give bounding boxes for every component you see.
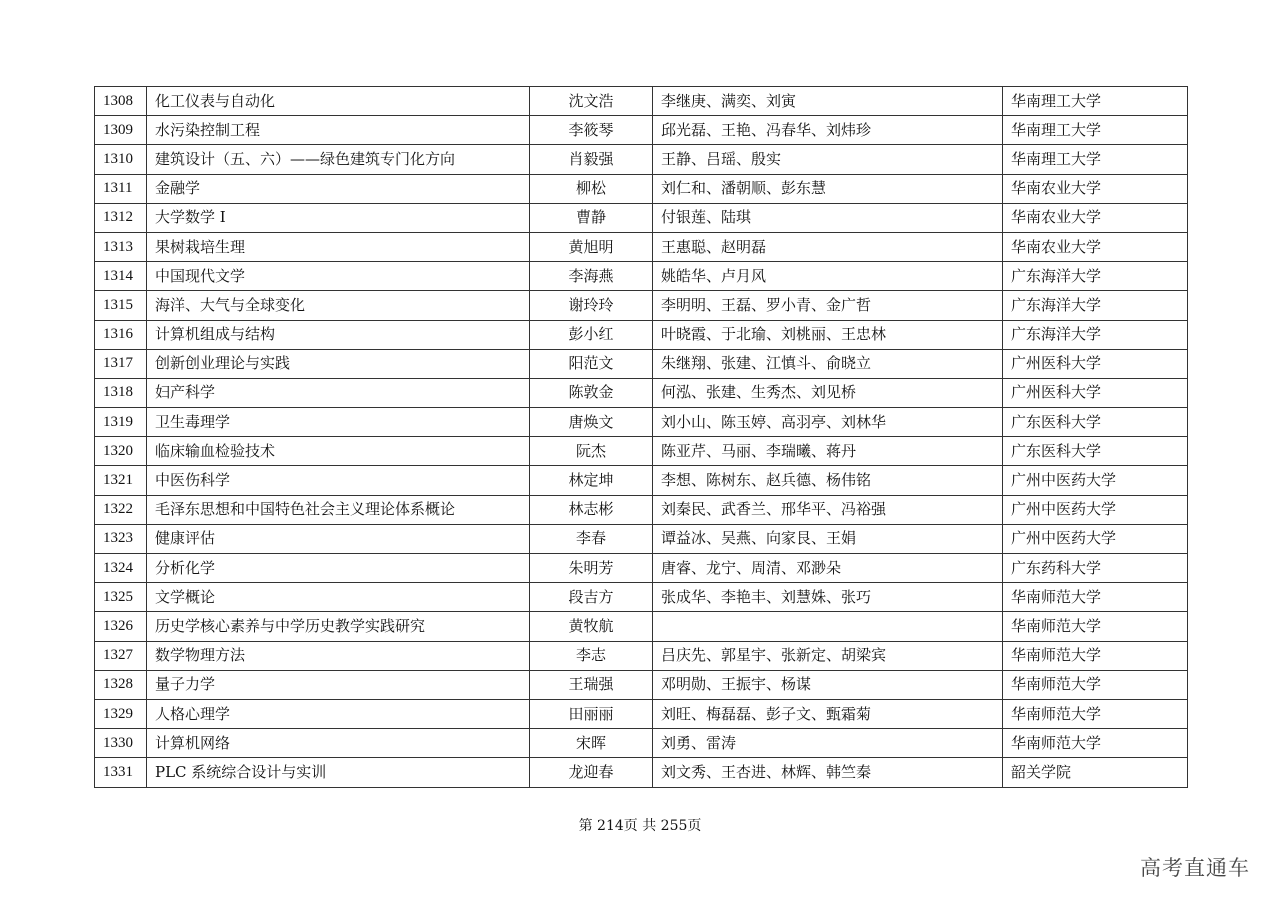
course-name-cell: 卫生毒理学 [147, 408, 530, 437]
table-row [95, 729, 1188, 758]
course-lead-cell: 阮杰 [530, 437, 653, 466]
table-row [95, 291, 1188, 320]
school-name-cell: 广东医科大学 [1003, 437, 1188, 466]
team-members-cell [653, 612, 1003, 641]
table-row [95, 349, 1188, 378]
row-number-cell: 1331 [95, 758, 147, 787]
team-members-cell: 邱光磊、王艳、冯春华、刘炜珍 [653, 116, 1003, 145]
course-lead-cell: 李海燕 [530, 262, 653, 291]
team-members-cell: 王静、吕瑶、殷实 [653, 145, 1003, 174]
school-name-cell: 华南理工大学 [1003, 145, 1188, 174]
row-number-cell: 1313 [95, 232, 147, 261]
course-lead-cell: 龙迎春 [530, 758, 653, 787]
row-number-cell: 1330 [95, 729, 147, 758]
course-name-cell: 健康评估 [147, 524, 530, 553]
course-lead-cell: 柳松 [530, 174, 653, 203]
course-name-cell: 毛泽东思想和中国特色社会主义理论体系概论 [147, 495, 530, 524]
school-name-cell: 广东医科大学 [1003, 408, 1188, 437]
course-name-cell: 海洋、大气与全球变化 [147, 291, 530, 320]
team-members-cell: 吕庆先、郭星宇、张新定、胡梁宾 [653, 641, 1003, 670]
course-name-cell: 化工仪表与自动化 [147, 87, 530, 116]
course-lead-cell: 黄旭明 [530, 232, 653, 261]
course-name-cell: 果树栽培生理 [147, 232, 530, 261]
row-number-cell: 1323 [95, 524, 147, 553]
table-row [95, 174, 1188, 203]
school-name-cell: 华南师范大学 [1003, 729, 1188, 758]
school-name-cell: 广州中医药大学 [1003, 495, 1188, 524]
school-name-cell: 广州中医药大学 [1003, 524, 1188, 553]
team-members-cell: 邓明勋、王振宇、杨谋 [653, 670, 1003, 699]
course-name-cell: PLC 系统综合设计与实训 [147, 758, 530, 787]
course-name-cell: 水污染控制工程 [147, 116, 530, 145]
school-name-cell: 华南农业大学 [1003, 174, 1188, 203]
course-lead-cell: 李春 [530, 524, 653, 553]
table-row [95, 437, 1188, 466]
team-members-cell: 刘仁和、潘朝顺、彭东慧 [653, 174, 1003, 203]
table-row [95, 612, 1188, 641]
school-name-cell: 华南农业大学 [1003, 232, 1188, 261]
row-number-cell: 1317 [95, 349, 147, 378]
row-number-cell: 1319 [95, 408, 147, 437]
course-lead-cell: 肖毅强 [530, 145, 653, 174]
team-members-cell: 陈亚芹、马丽、李瑞曦、蒋丹 [653, 437, 1003, 466]
team-members-cell: 刘旺、梅磊磊、彭子文、甄霜菊 [653, 699, 1003, 728]
team-members-cell: 谭益冰、吴燕、向家艮、王娟 [653, 524, 1003, 553]
team-members-cell: 叶晓霞、于北瑜、刘桃丽、王忠林 [653, 320, 1003, 349]
school-name-cell: 韶关学院 [1003, 758, 1188, 787]
row-number-cell: 1327 [95, 641, 147, 670]
row-number-cell: 1318 [95, 378, 147, 407]
row-number-cell: 1329 [95, 699, 147, 728]
row-number-cell: 1309 [95, 116, 147, 145]
course-lead-cell: 段吉方 [530, 583, 653, 612]
course-lead-cell: 林定坤 [530, 466, 653, 495]
school-name-cell: 华南理工大学 [1003, 87, 1188, 116]
row-number-cell: 1326 [95, 612, 147, 641]
course-lead-cell: 黄牧航 [530, 612, 653, 641]
course-lead-cell: 李志 [530, 641, 653, 670]
table-row [95, 116, 1188, 145]
row-number-cell: 1322 [95, 495, 147, 524]
course-lead-cell: 彭小红 [530, 320, 653, 349]
course-lead-cell: 朱明芳 [530, 554, 653, 583]
team-members-cell: 李想、陈树东、赵兵德、杨伟铭 [653, 466, 1003, 495]
team-members-cell: 张成华、李艳丰、刘慧姝、张巧 [653, 583, 1003, 612]
row-number-cell: 1310 [95, 145, 147, 174]
course-name-cell: 分析化学 [147, 554, 530, 583]
school-name-cell: 广州中医药大学 [1003, 466, 1188, 495]
table-row [95, 495, 1188, 524]
team-members-cell: 刘文秀、王杏进、林辉、韩竺秦 [653, 758, 1003, 787]
course-lead-cell: 宋晖 [530, 729, 653, 758]
table-row [95, 670, 1188, 699]
row-number-cell: 1321 [95, 466, 147, 495]
row-number-cell: 1324 [95, 554, 147, 583]
team-members-cell: 李明明、王磊、罗小青、金广哲 [653, 291, 1003, 320]
school-name-cell: 华南师范大学 [1003, 583, 1188, 612]
course-name-cell: 数学物理方法 [147, 641, 530, 670]
row-number-cell: 1312 [95, 203, 147, 232]
course-name-cell: 大学数学 I [147, 203, 530, 232]
course-lead-cell: 曹静 [530, 203, 653, 232]
table-row [95, 524, 1188, 553]
table-row [95, 203, 1188, 232]
school-name-cell: 广东海洋大学 [1003, 262, 1188, 291]
team-members-cell: 刘小山、陈玉婷、高羽亭、刘林华 [653, 408, 1003, 437]
course-name-cell: 创新创业理论与实践 [147, 349, 530, 378]
team-members-cell: 唐睿、龙宁、周清、邓渺朵 [653, 554, 1003, 583]
table-row [95, 378, 1188, 407]
school-name-cell: 广东海洋大学 [1003, 320, 1188, 349]
course-lead-cell: 田丽丽 [530, 699, 653, 728]
course-lead-cell: 唐焕文 [530, 408, 653, 437]
table-row [95, 408, 1188, 437]
row-number-cell: 1311 [95, 174, 147, 203]
school-name-cell: 华南农业大学 [1003, 203, 1188, 232]
table-row [95, 145, 1188, 174]
table-row [95, 699, 1188, 728]
course-table-body [95, 87, 1188, 788]
table-row [95, 583, 1188, 612]
course-name-cell: 中国现代文学 [147, 262, 530, 291]
course-lead-cell: 陈敦金 [530, 378, 653, 407]
team-members-cell: 李继庚、满奕、刘寅 [653, 87, 1003, 116]
course-lead-cell: 李筱琴 [530, 116, 653, 145]
page-number: 第 214页 共 255页 [578, 818, 702, 834]
course-name-cell: 量子力学 [147, 670, 530, 699]
course-lead-cell: 沈文浩 [530, 87, 653, 116]
school-name-cell: 华南理工大学 [1003, 116, 1188, 145]
table-row [95, 758, 1188, 787]
row-number-cell: 1308 [95, 87, 147, 116]
course-name-cell: 金融学 [147, 174, 530, 203]
course-name-cell: 人格心理学 [147, 699, 530, 728]
course-lead-cell: 阳范文 [530, 349, 653, 378]
school-name-cell: 华南师范大学 [1003, 670, 1188, 699]
table-row [95, 262, 1188, 291]
table-row [95, 554, 1188, 583]
school-name-cell: 广东海洋大学 [1003, 291, 1188, 320]
school-name-cell: 广州医科大学 [1003, 349, 1188, 378]
course-name-cell: 计算机组成与结构 [147, 320, 530, 349]
team-members-cell: 刘秦民、武香兰、邢华平、冯裕强 [653, 495, 1003, 524]
table-row [95, 641, 1188, 670]
school-name-cell: 华南师范大学 [1003, 641, 1188, 670]
course-name-cell: 临床输血检验技术 [147, 437, 530, 466]
course-name-cell: 中医伤科学 [147, 466, 530, 495]
course-name-cell: 计算机网络 [147, 729, 530, 758]
course-table [94, 86, 1188, 788]
course-lead-cell: 谢玲玲 [530, 291, 653, 320]
table-row [95, 87, 1188, 116]
table-row [95, 466, 1188, 495]
course-name-cell: 历史学核心素养与中学历史教学实践研究 [147, 612, 530, 641]
row-number-cell: 1320 [95, 437, 147, 466]
table-row [95, 232, 1188, 261]
row-number-cell: 1316 [95, 320, 147, 349]
row-number-cell: 1315 [95, 291, 147, 320]
course-lead-cell: 林志彬 [530, 495, 653, 524]
school-name-cell: 广东药科大学 [1003, 554, 1188, 583]
school-name-cell: 华南师范大学 [1003, 699, 1188, 728]
team-members-cell: 朱继翔、张建、江慎斗、俞晓立 [653, 349, 1003, 378]
team-members-cell: 何泓、张建、生秀杰、刘见桥 [653, 378, 1003, 407]
school-name-cell: 广州医科大学 [1003, 378, 1188, 407]
watermark-logo: 高考直通车 [1140, 856, 1250, 880]
row-number-cell: 1325 [95, 583, 147, 612]
row-number-cell: 1314 [95, 262, 147, 291]
course-name-cell: 妇产科学 [147, 378, 530, 407]
team-members-cell: 姚皓华、卢月风 [653, 262, 1003, 291]
table-row [95, 320, 1188, 349]
school-name-cell: 华南师范大学 [1003, 612, 1188, 641]
course-lead-cell: 王瑞强 [530, 670, 653, 699]
team-members-cell: 王惠聪、赵明磊 [653, 232, 1003, 261]
course-name-cell: 建筑设计（五、六）——绿色建筑专门化方向 [147, 145, 530, 174]
row-number-cell: 1328 [95, 670, 147, 699]
team-members-cell: 刘勇、雷涛 [653, 729, 1003, 758]
course-name-cell: 文学概论 [147, 583, 530, 612]
team-members-cell: 付银莲、陆琪 [653, 203, 1003, 232]
